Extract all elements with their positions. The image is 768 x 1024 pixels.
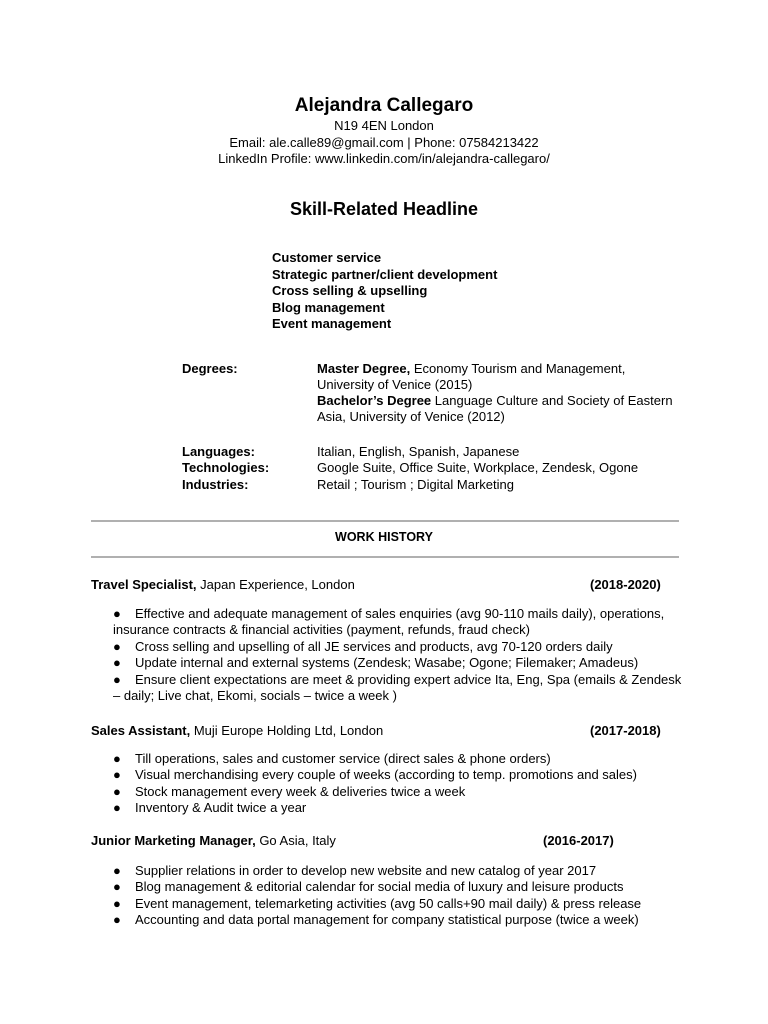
skill-item: Event management — [272, 316, 392, 332]
bullet-text: Blog management & editorial calendar for social media of luxury and leisure products — [135, 879, 624, 895]
list-item — [113, 879, 683, 895]
list-item — [113, 800, 683, 816]
job-company: Go Asia, Italy — [255, 833, 336, 848]
skill-item: Strategic partner/client development — [272, 266, 498, 282]
list-item — [113, 639, 683, 655]
bullet-icon: ● — [113, 895, 121, 911]
bullet-text: Cross selling and upselling of all JE services and products, avg 70-120 orders daily — [135, 638, 613, 654]
list-item — [113, 655, 683, 671]
degrees-row — [182, 361, 682, 429]
job-company: Japan Experience, London — [196, 577, 355, 592]
degrees-label: Degrees: — [182, 361, 238, 376]
bullet-text: Inventory & Audit twice a year — [135, 800, 307, 816]
bullet-icon: ● — [113, 912, 121, 928]
bullet-icon: ● — [113, 655, 121, 671]
list-item — [113, 672, 683, 705]
work-history-title: WORK HISTORY — [335, 530, 433, 544]
bullet-text: Update internal and external systems (Zendesk; Wasabe; Ogone; Filemaker; Amadeus) — [135, 655, 639, 671]
linkedin-line: LinkedIn Profile: www.linkedin.com/in/alejandra-callegaro/ — [218, 151, 550, 166]
bullet-text: Event management, telemarketing activities (avg 50 calls+90 mail daily) & press release — [135, 895, 642, 911]
skill-item: Blog management — [272, 299, 385, 315]
job-dates: (2016-2017) — [543, 833, 614, 848]
list-item — [113, 912, 683, 928]
section-divider-top — [91, 520, 679, 522]
bullet-icon: ● — [113, 863, 121, 878]
job-dates: (2018-2020) — [590, 577, 661, 592]
bachelor-degree-detail: Language Culture and Society of Eastern Asia, University of Venice (2012) — [317, 393, 673, 424]
degrees-value — [317, 361, 677, 425]
bachelor-degree — [317, 393, 677, 425]
job-heading — [91, 723, 383, 739]
technologies-label: Technologies: — [182, 460, 270, 475]
job-title: Sales Assistant, — [91, 723, 191, 738]
industries-label: Industries: — [182, 477, 249, 492]
bullet-icon: ● — [113, 638, 121, 654]
job-bullet-list — [113, 863, 683, 929]
bullet-icon: ● — [113, 783, 121, 799]
bullet-icon: ● — [113, 671, 121, 687]
list-item — [113, 767, 683, 783]
job-bullet-list — [113, 606, 683, 704]
bullet-icon: ● — [113, 879, 121, 895]
technologies-row — [182, 460, 682, 476]
bullet-text: Accounting and data portal management for company statistical purpose (twice a week) — [135, 912, 639, 928]
skill-item: Customer service — [272, 250, 382, 265]
headline-title: Skill-Related Headline — [289, 199, 479, 219]
bullet-text: Stock management every week & deliveries twice a week — [135, 783, 466, 799]
job-title: Travel Specialist, — [91, 577, 197, 592]
bullet-text: Ensure client expectations are meet & providing expert advice Ita, Eng, Spa (emails & Zendesk – daily; Live chat, Ekomi, socials – twice a week ) — [113, 671, 682, 704]
technologies-value: Google Suite, Office Suite, Workplace, Zendesk, Ogone — [317, 460, 639, 475]
bullet-text: Visual merchandising every couple of weeks (according to temp. promotions and sales) — [135, 767, 637, 783]
candidate-name: Alejandra Callegaro — [294, 95, 474, 116]
email-phone-line: Email: ale.calle89@gmail.com | Phone: 07584213422 — [229, 135, 539, 150]
bullet-text: Effective and adequate management of sales enquiries (avg 90-110 mails daily), operations, insurance contracts & financial activities (payment, refunds, fraud check) — [113, 606, 665, 638]
industries-value: Retail ; Tourism ; Digital Marketing — [317, 477, 514, 492]
list-item — [113, 863, 683, 879]
address-line: N19 4EN London — [334, 118, 434, 133]
bullet-icon: ● — [113, 606, 121, 621]
job-dates: (2017-2018) — [590, 723, 661, 738]
bullet-icon: ● — [113, 767, 121, 783]
bullet-icon: ● — [113, 800, 121, 816]
languages-row — [182, 444, 682, 460]
skill-item: Cross selling & upselling — [272, 283, 428, 299]
list-item — [113, 784, 683, 800]
bullet-text: Till operations, sales and customer service (direct sales & phone orders) — [135, 751, 551, 766]
list-item — [113, 751, 683, 767]
industries-row — [182, 477, 682, 493]
master-degree-name: Master Degree, — [317, 361, 411, 376]
list-item — [113, 896, 683, 912]
bullet-text: Supplier relations in order to develop new website and new catalog of year 2017 — [135, 863, 597, 878]
job-title: Junior Marketing Manager, — [91, 833, 256, 848]
section-divider-bottom — [91, 556, 679, 558]
languages-value: Italian, English, Spanish, Japanese — [317, 444, 520, 459]
bullet-icon: ● — [113, 751, 121, 766]
job-company: Muji Europe Holding Ltd, London — [190, 723, 384, 738]
master-degree — [317, 361, 677, 393]
job-heading — [91, 577, 355, 593]
job-heading — [91, 833, 336, 849]
bachelor-degree-name: Bachelor’s Degree — [317, 393, 432, 408]
skills-list — [272, 250, 497, 333]
master-degree-detail: Economy Tourism and Management, University of Venice (2015) — [317, 361, 626, 392]
list-item — [113, 606, 683, 639]
job-bullet-list — [113, 751, 683, 817]
languages-label: Languages: — [182, 444, 255, 459]
